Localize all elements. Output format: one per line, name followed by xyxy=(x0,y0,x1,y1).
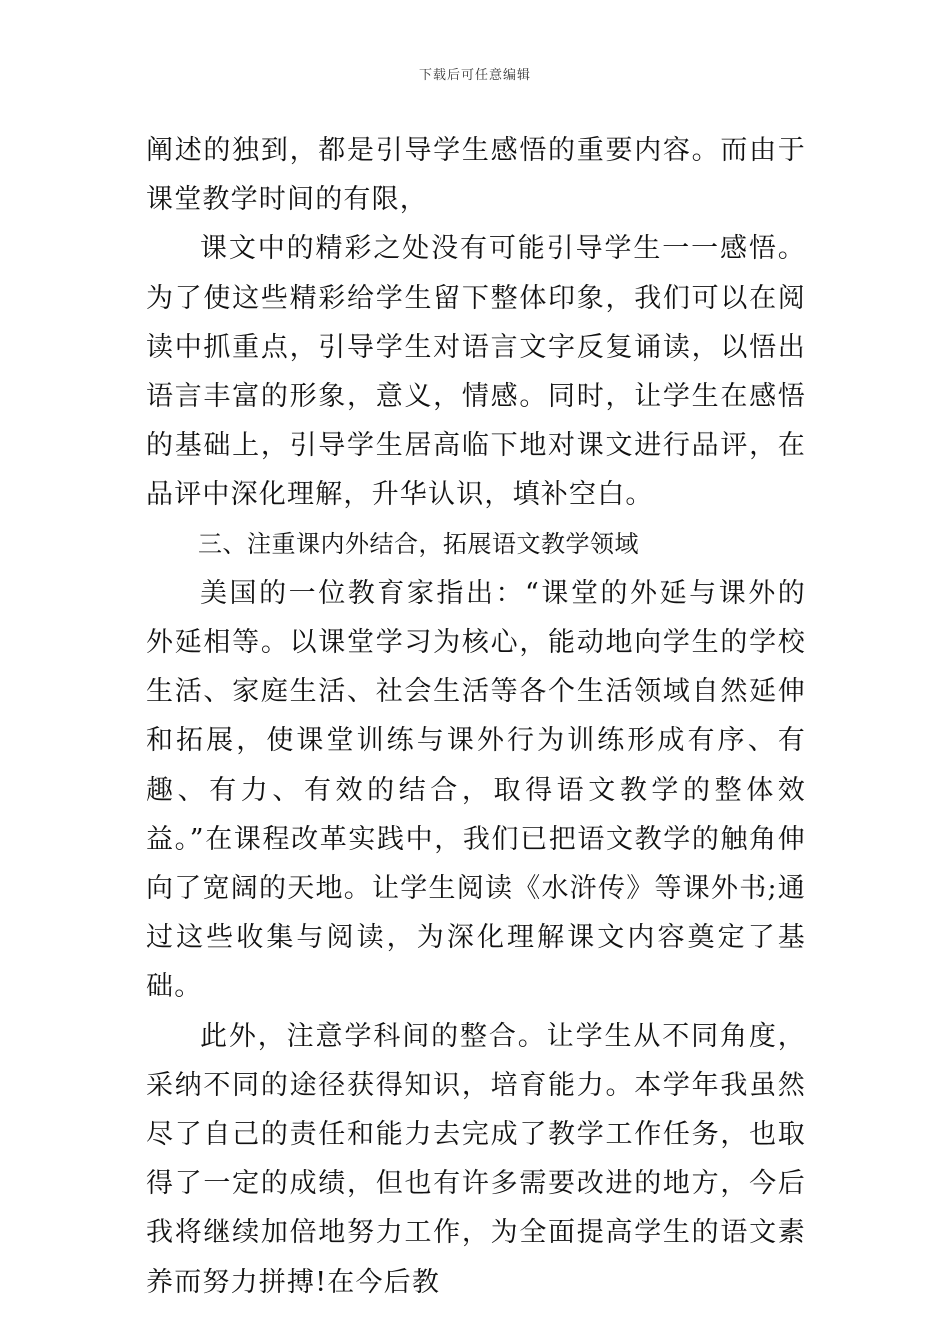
paragraph-highlights: 课文中的精彩之处没有可能引导学生一一感悟。为了使这些精彩给学生留下整体印象，我们可以在阅读中抓重点，引导学生对语言文字反复诵读，以悟出语言丰富的形象，意义，情感。同时，让学生在感悟的基础上，引导学生居高临下地对课文进行品评，在品评中深化理解，升华认识，填补空白。 xyxy=(146,233,806,511)
page-header: 下载后可任意编辑 xyxy=(418,68,531,83)
section-heading: 三、注重课内外结合，拓展语文教学领域 xyxy=(198,529,639,558)
paragraph-integration: 此外，注意学科间的整合。让学生从不同角度，采纳不同的途径获得知识，培育能力。本学年我虽然尽了自己的责任和能力去完成了教学工作任务，也取得了一定的成绩，但也有许多需要改进的地方，今后我将继续加倍地努力工作，为全面提高学生的语文素养而努力拼搏!在今后教 xyxy=(146,1020,806,1298)
paragraph-educator-quote: 美国的一位教育家指出：“课堂的外延与课外的外延相等。以课堂学习为核心，能动地向学生的学校生活、家庭生活、社会生活等各个生活领域自然延伸和拓展，使课堂训练与课外行为训练形成有序、有趣、有力、有效的结合，取得语文教学的整体效益。”在课程改革实践中，我们已把语文教学的触角伸向了宽阔的天地。让学生阅读《水浒传》等课外书;通过这些收集与阅读，为深化理解课文内容奠定了基础。 xyxy=(146,577,806,1003)
paragraph-continuation: 阐述的独到，都是引导学生感悟的重要内容。而由于课堂教学时间的有限， xyxy=(146,135,806,216)
document-body xyxy=(146,126,806,1307)
